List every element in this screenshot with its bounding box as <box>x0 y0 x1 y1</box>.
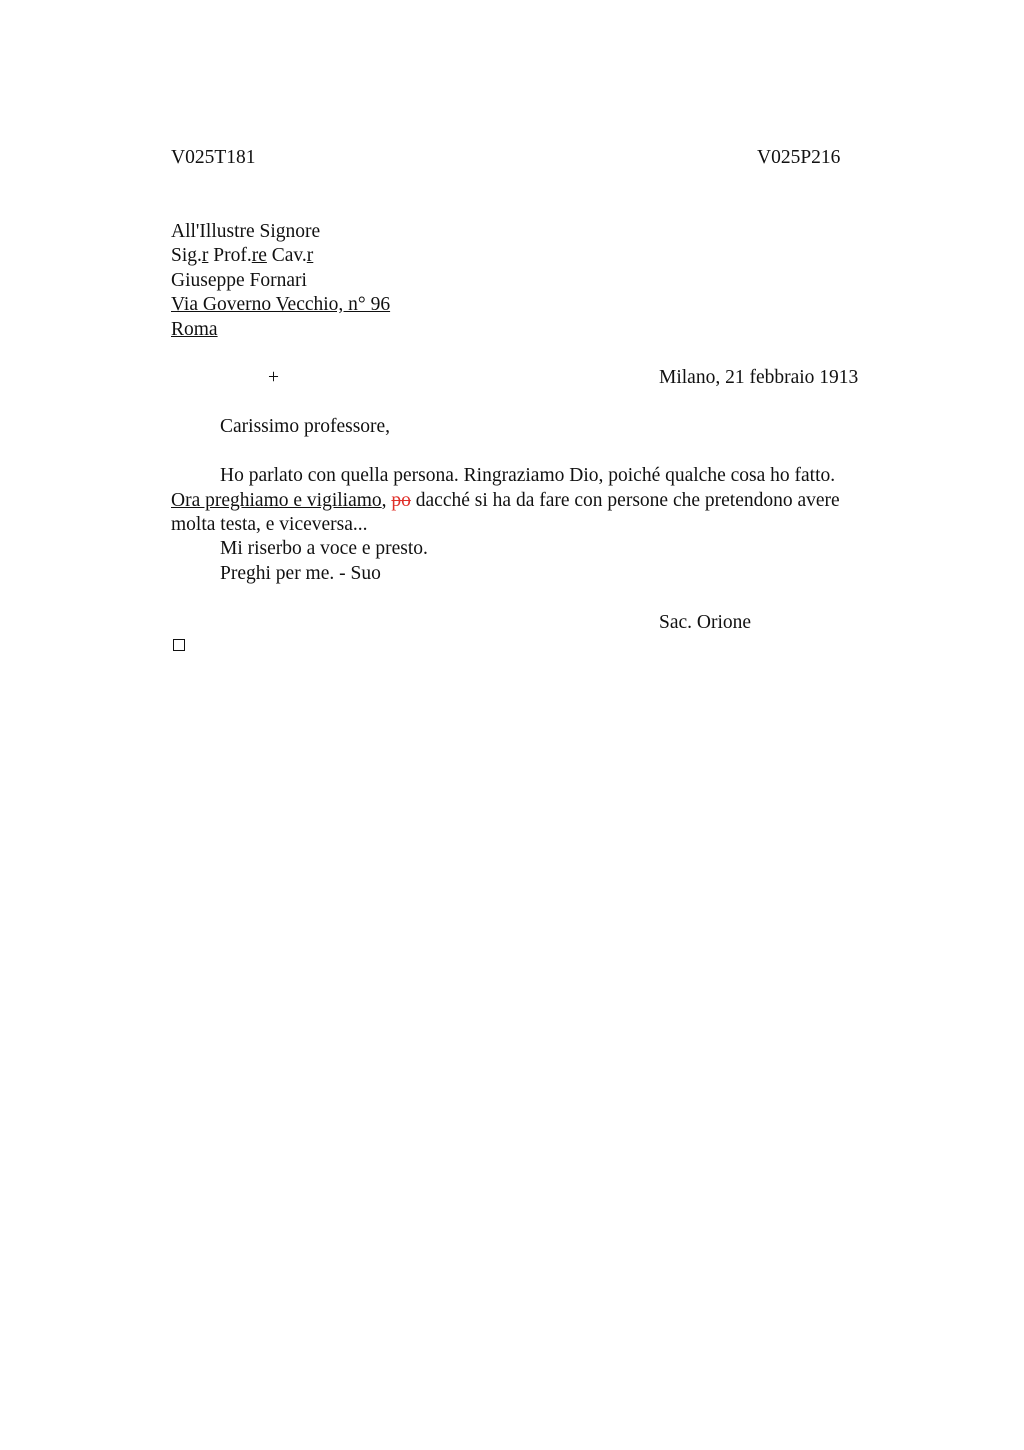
body-line-2-rest: dacché si ha da fare con persone che pretendono avere <box>410 490 840 511</box>
address-line-titles <box>171 244 313 268</box>
address-line-city: Roma <box>171 319 218 340</box>
salutation: Carissimo professore, <box>220 416 391 437</box>
body-line-2 <box>171 489 840 513</box>
address-line-name: Giuseppe Fornari <box>171 270 307 291</box>
body-line-5: Preghi per me. - Suo <box>220 563 381 584</box>
document-code-right: V025P216 <box>757 147 841 168</box>
title-cav-suffix: r <box>306 245 314 266</box>
place-date: Milano, 21 febbraio 1913 <box>659 367 859 388</box>
document-code-left: V025T181 <box>171 147 256 168</box>
address-line-salutation: All'Illustre Signore <box>171 221 321 242</box>
title-prof-suffix: re <box>251 245 267 266</box>
title-prof: Prof. <box>208 245 252 266</box>
underlined-phrase: Ora preghiamo e vigiliamo <box>171 490 382 511</box>
body-line-3: molta testa, e viceversa... <box>171 514 368 535</box>
body-line-1: Ho parlato con quella persona. Ringraziamo Dio, poiché qualche cosa ho fatto. <box>220 465 836 486</box>
address-line-street: Via Governo Vecchio, n° 96 <box>171 294 391 315</box>
signature: Sac. Orione <box>659 612 752 633</box>
end-marker-box <box>173 639 185 651</box>
title-cav: Cav. <box>266 245 307 266</box>
cross-mark: + <box>268 367 279 388</box>
comma: , <box>381 490 392 511</box>
title-sig-suffix: r <box>201 245 209 266</box>
title-sig: Sig. <box>171 245 202 266</box>
body-line-4: Mi riserbo a voce e presto. <box>220 538 428 559</box>
struck-word: po <box>391 490 411 511</box>
